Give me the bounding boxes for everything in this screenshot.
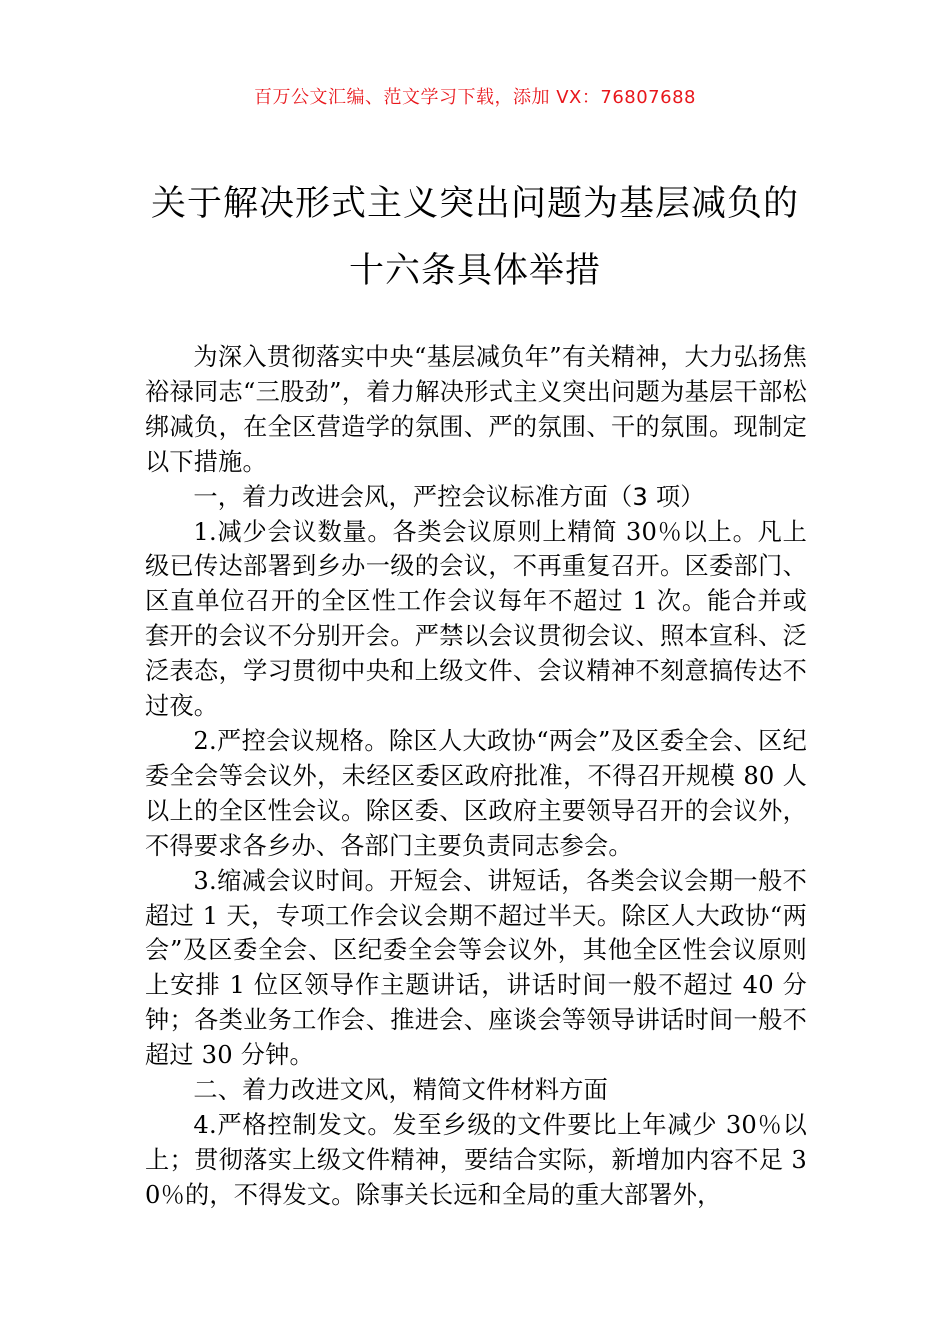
- document-title-line-2: 十六条具体举措: [348, 251, 601, 291]
- document-body: [145, 340, 807, 1213]
- section-heading-2: 二、着力改进文风，精简文件材料方面: [193, 1076, 608, 1105]
- section-heading-1: 一，着力改进会风，严控会议标准方面（3 项）: [193, 482, 705, 511]
- document-title-line-1: 关于解决形式主义突出问题为基层减负的: [150, 184, 799, 224]
- watermark-banner: 百万公文汇编、范文学习下载，添加 VX：76807688: [254, 87, 696, 108]
- measure-paragraph-1: 1.减少会议数量。各类会议原则上精简 30％以上。凡上级已传达部署到乡办一级的会议，不再重复召开。区委部门、区直单位召开的全区性工作会议每年不超过 1 次。能合并或套开的会议不分别开会。严禁以会议贯彻会议、照本宣科、泛泛表态，学习贯彻中央和上级文件、会议精神不刻意搞传达不过夜。: [145, 517, 807, 721]
- measure-paragraph-3: 3.缩减会议时间。开短会、讲短话，各类会议会期一般不超过 1 天，专项工作会议会期不超过半天。除区人大政协“两会”及区委全会、区纪委全会等会议外，其他全区性会议原则上安排 1 位区领导作主题讲话，讲话时间一般不超过 40 分钟；各类业务工作会、推进会、座谈会等领导讲话时间一般不超过 30 分钟。: [145, 866, 807, 1070]
- measure-paragraph-4: 4.严格控制发文。发至乡级的文件要比上年减少 30％以上；贯彻落实上级文件精神，要结合实际，新增加内容不足 30％的，不得发文。除事关长远和全局的重大部署外，: [145, 1110, 807, 1209]
- measure-paragraph-2: 2.严控会议规格。除区人大政协“两会”及区委全会、区纪委全会等会议外，未经区委区政府批准，不得召开规模 80 人以上的全区性会议。除区委、区政府主要领导召开的会议外，不得要求各乡办、各部门主要负责同志参会。: [145, 726, 807, 860]
- intro-paragraph: 为深入贯彻落实中央“基层减负年”有关精神，大力弘扬焦裕禄同志“三股劲”，着力解决形式主义突出问题为基层干部松绑减负，在全区营造学的氛围、严的氛围、干的氛围。现制定以下措施。: [145, 343, 807, 476]
